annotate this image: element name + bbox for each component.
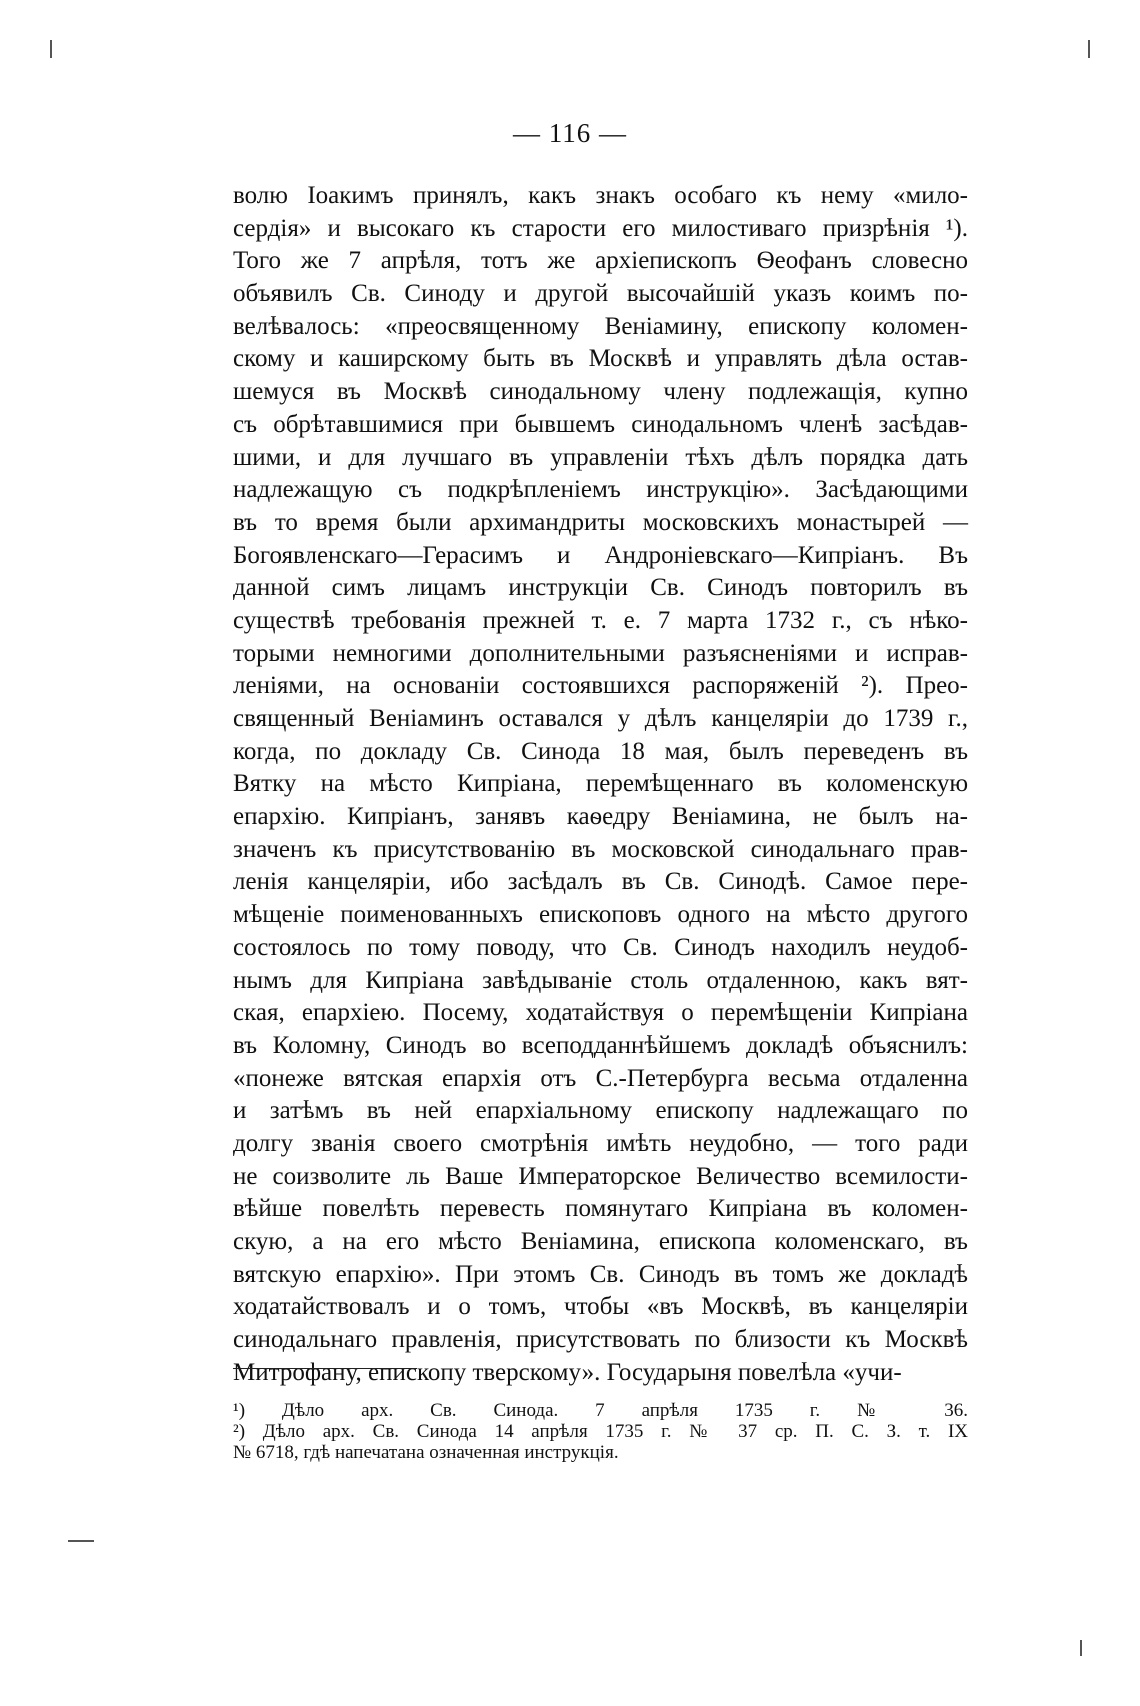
text-line: Вятку на мѣсто Кипріана, перемѣщеннаго въ коломенскую bbox=[233, 770, 968, 798]
text-line: долгу званія своего смотрѣнія имѣть неудобно, — того ради bbox=[233, 1129, 968, 1157]
text-line: не соизволите ль Ваше Императорское Величество всемилости- bbox=[233, 1162, 968, 1190]
text-line: Богоявленскаго—Герасимъ и Андроніевскаго—Кипріанъ. Въ bbox=[233, 541, 968, 569]
text-line: данной симъ лицамъ инструкціи Св. Синодъ повторилъ въ bbox=[233, 574, 968, 602]
footnote-line: № 6718, гдѣ напечатана означенная инструкція. bbox=[233, 1442, 619, 1463]
text-line: съ обрѣтавшимися при бывшемъ синодальномъ членѣ засѣдав- bbox=[233, 410, 968, 438]
text-line: сердія» и высокаго къ старости его милостиваго призрѣнія ¹). bbox=[233, 214, 968, 242]
footnotes bbox=[233, 1400, 968, 1463]
text-line: вѣйше повелѣть перевесть помянутаго Кипріана въ коломен- bbox=[233, 1195, 968, 1223]
text-line: шемуся въ Москвѣ синодальному члену подлежащія, купно bbox=[233, 378, 968, 406]
text-line: синодальнаго правленія, присутствовать по близости къ Москвѣ bbox=[233, 1326, 968, 1354]
text-line: Митрофану, епископу тверскому». Государыня повелѣла «учи- bbox=[233, 1358, 902, 1386]
text-line: въ Коломну, Синодъ во всеподданнѣйшемъ докладѣ объяснилъ: bbox=[233, 1031, 968, 1059]
text-line: священный Веніаминъ оставался у дѣлъ канцеляріи до 1739 г., bbox=[233, 705, 968, 732]
text-line: «понеже вятская епархія отъ С.-Петербурга весьма отдаленна bbox=[233, 1064, 968, 1092]
page-number: — 116 — bbox=[513, 118, 627, 148]
scan-mark bbox=[68, 1540, 94, 1542]
text-line: существѣ требованія прежней т. е. 7 марта 1732 г., съ нѣко- bbox=[233, 606, 968, 634]
text-line: скую, а на его мѣсто Веніамина, епископа коломенскаго, въ bbox=[233, 1228, 968, 1255]
text-line: леніями, на основаніи состоявшихся распоряженій ²). Прео- bbox=[233, 672, 968, 700]
text-line: торыми немногими дополнительными разъясненіями и исправ- bbox=[233, 639, 968, 667]
text-line: въ то время были архимандриты московскихъ монастырей — bbox=[233, 508, 968, 536]
scan-mark bbox=[50, 40, 52, 58]
footnote-line: ²) Дѣло арх. Св. Синода 14 апрѣля 1735 г. № 37 ср. П. С. З. т. IX bbox=[233, 1421, 968, 1442]
scan-mark bbox=[1088, 40, 1090, 58]
text-line: и затѣмъ въ ней епархіальному епископу надлежащаго по bbox=[233, 1097, 968, 1125]
text-line: когда, по докладу Св. Синода 18 мая, былъ переведенъ въ bbox=[233, 737, 968, 765]
text-line: епархію. Кипріанъ, занявъ каѳедру Веніамина, не былъ на- bbox=[233, 803, 968, 831]
footnote-divider bbox=[233, 1368, 417, 1369]
text-line: Того же 7 апрѣля, тотъ же архіепископъ Ѳеофанъ словесно bbox=[233, 247, 968, 275]
text-line: ленія канцеляріи, ибо засѣдалъ въ Св. Синодѣ. Самое пере- bbox=[233, 868, 968, 896]
text-line: волю Іоакимъ принялъ, какъ знакъ особаго къ нему «мило- bbox=[233, 182, 968, 209]
scan-mark bbox=[1080, 1640, 1082, 1656]
text-line: шими, и для лучшаго въ управленіи тѣхъ дѣлъ порядка дать bbox=[233, 443, 968, 471]
body-text bbox=[233, 180, 968, 1389]
text-line: ходатайствовалъ и о томъ, чтобы «въ Москвѣ, въ канцеляріи bbox=[233, 1293, 968, 1321]
text-line: вятскую епархію». При этомъ Св. Синодъ въ томъ же докладѣ bbox=[233, 1260, 968, 1288]
text-line: нымъ для Кипріана завѣдываніе столь отдаленною, какъ вят- bbox=[233, 966, 968, 994]
text-line: объявилъ Св. Синоду и другой высочайшій указъ коимъ по- bbox=[233, 280, 968, 308]
text-line: значенъ къ присутствованію въ московской синодальнаго прав- bbox=[233, 835, 968, 863]
text-line: скому и каширскому быть въ Москвѣ и управлять дѣла остав- bbox=[233, 345, 968, 373]
text-line: состоялось по тому поводу, что Св. Синодъ находилъ неудоб- bbox=[233, 933, 968, 961]
footnote-line: ¹) Дѣло арх. Св. Синода. 7 апрѣля 1735 г. № 36. bbox=[233, 1400, 968, 1421]
text-line: надлежащую съ подкрѣпленіемъ инструкцію». Засѣдающими bbox=[233, 476, 968, 504]
text-line: мѣщеніе поименованныхъ епископовъ одного на мѣсто другого bbox=[233, 901, 968, 929]
text-line: ская, епархіею. Посему, ходатайствуя о перемѣщеніи Кипріана bbox=[233, 999, 968, 1027]
text-line: велѣвалось: «преосвященному Веніамину, епископу коломен- bbox=[233, 312, 968, 340]
